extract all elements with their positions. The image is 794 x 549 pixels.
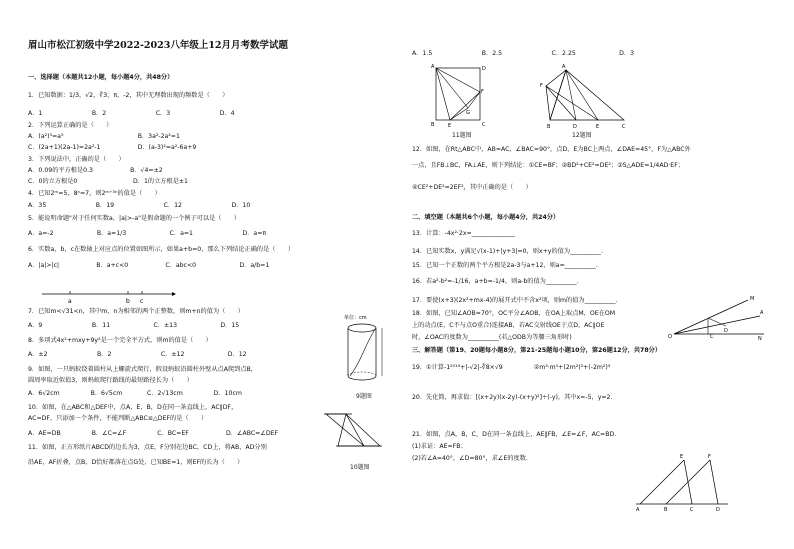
right-line-10: 18．如图，已知∠AOB=70°，OC平分∠AOB，在OA上取点M，OE在OM: [412, 310, 616, 317]
left-line-13: 6．实数a，b，c在数轴上对应点的位置如图所示，如果a+b=0，那么下列结论正确的是（ ）: [28, 246, 295, 253]
left-line-10: A．35 B．19 C．12 D．10: [28, 202, 251, 209]
right-line-9: 17．要使(x+3)(2x²+mx-4)的展开式中不含x²项，则m的值为__________.: [412, 297, 618, 304]
svg-text:C: C: [482, 122, 486, 128]
svg-text:D: D: [724, 328, 728, 334]
left-line-8: C．0的立方根是0 D．1的立方根是±1: [28, 178, 188, 185]
left-line-20: 圆周率取近似值3，则蚂蚁爬行路线的最短路径长为（ ）: [28, 377, 193, 384]
svg-text:E: E: [448, 123, 452, 129]
right-line-6: 14．已知实数x，y满足√(x-1)+|y+3|=0，则x+y的值为__________.: [412, 248, 603, 255]
right-line-11: 上的动点(E，C不与点O重合)连接AB，若AC交射线OE于点D，AC∥OE: [412, 322, 605, 329]
right-line-8: 16．若a²-b²=-1/16，a+b=-1/4，则a-b的值为__________.: [412, 278, 579, 285]
right-line-4: 二、填空题（本题共6个小题，每小题4分，共24分）: [412, 214, 560, 221]
triangles-figure: [318, 402, 388, 462]
svg-text:A: A: [562, 64, 566, 70]
right-line-7: 15．已知一个正数的两个平方根是2a-3与a+12，则a=__________.: [412, 262, 598, 269]
svg-text:G: G: [466, 110, 470, 116]
left-line-18: A．±2 B．2 C．±12 D．12: [28, 351, 247, 358]
left-line-21: A．6√2cm B．6√5cm C．2√13cm D．10cm: [28, 390, 242, 397]
svg-text:M: M: [750, 296, 755, 302]
numline-label-a: a: [68, 298, 72, 305]
svg-text:B: B: [664, 507, 668, 512]
svg-text:F: F: [540, 83, 543, 89]
right-line-0: A．1.5 B．2.5 C．2.25 D．3: [412, 50, 635, 57]
left-line-11: 5．能说明命题"对于任何实数a，|a|>-a"是假命题的一个例子可以是（ ）: [28, 215, 241, 222]
left-line-26: 沿AE，AF折叠，点B，D恰好都落在点G处，已知BE=1，则EF的长为（ ）: [28, 459, 244, 466]
svg-text:B: B: [431, 122, 435, 128]
right-line-2: 一点，且FB⊥BC，FA⊥AE，则下列结论：①CE=BF；②BD²+CE²=DE²；③S△ADE=1/4AD·EF；: [412, 162, 684, 169]
left-line-12: A．a=-2 B．a=1/3 C．a=1 D．a=π: [28, 230, 267, 237]
svg-text:C: C: [690, 507, 694, 512]
cylinder-figure: [338, 312, 388, 392]
right-line-13: 三、解答题（第19、20题每小题8分，第21-25题每小题10分，第26题12分，共78分）: [412, 347, 662, 354]
left-line-16: A．9 B．11 C．±13 D．15: [28, 322, 240, 329]
fig11-caption: 11题图: [452, 132, 472, 139]
right-line-18: (2)若∠A=40°，∠D=80°，求∠E的度数.: [412, 455, 528, 462]
left-line-22: 10．如图，在△ABC和△DEF中，点A，E，B，D在同一条直线上，AC∥DF，: [28, 404, 238, 411]
left-line-4: A．(a²)³=a⁵ B．3a²-2a²=1: [28, 133, 180, 140]
svg-text:F: F: [708, 454, 711, 460]
left-line-14: A．|a|>|c| B．a+c<0 C．abc<0 D．a/b=1: [28, 262, 270, 269]
svg-text:O: O: [668, 334, 672, 340]
right-line-16: 21．如图，点A，B，C，D在同一条直线上，AE∥FB，∠E=∠F，AC=BD.: [412, 431, 617, 438]
svg-text:D: D: [716, 507, 720, 512]
left-line-23: AC=DF，只添加一个条件，不能判断△ABC≌△DEF的是（ ）: [28, 415, 208, 422]
numline-label-c: c: [140, 298, 144, 305]
svg-text:E: E: [596, 124, 600, 130]
left-line-2: A．1 B．2 C．3 D．4: [28, 110, 235, 117]
fig9-caption: 9题图: [356, 393, 372, 400]
svg-text:D: D: [482, 66, 486, 72]
left-line-7: A．0.09的平方根是0.3 B．√4=±2: [28, 167, 163, 174]
left-line-3: 2．下列运算正确的是（ ）: [28, 122, 113, 129]
fig10-caption: 10题图: [350, 464, 370, 471]
svg-text:C: C: [710, 334, 714, 340]
left-line-9: 4．已知2ᵐ=5，8ⁿ=7，则2ᵐ⁺³ⁿ的值是（ ）: [28, 190, 161, 197]
right-line-3: ④CE²+DE²=2EF²，其中正确的是（ ）: [412, 184, 532, 191]
parallel-lines-figure: [632, 452, 732, 512]
left-line-0: 一、选择题（本题共12小题，每小题4分，共48分）: [28, 74, 174, 81]
svg-text:C: C: [622, 124, 626, 130]
right-line-15: 20．先化简，再求值：[(x+2y)(x-2y)-(x+y)²]÷(-y)，其中x=-5，y=2.: [412, 394, 613, 401]
svg-text:F: F: [481, 89, 484, 95]
numline-label-b: b: [126, 298, 130, 305]
fig12-caption: 12题图: [572, 132, 592, 139]
square-fold-figure: [428, 62, 490, 132]
svg-text:A: A: [636, 507, 640, 512]
right-line-12: 时，∠OAC的度数为__________(若△ODB为等腰三角形时): [412, 334, 572, 341]
left-line-6: 3．下列说法中，正确的是（ ）: [28, 156, 125, 163]
svg-text:D: D: [573, 124, 577, 130]
svg-text:A: A: [431, 64, 435, 70]
fig9-unit: 单位：cm: [344, 315, 367, 321]
left-line-17: 8．多项式4x²+mxy+9y²是一个完全平方式，则m的值是（ ）: [28, 337, 212, 344]
right-line-17: (1)求证：AE=FB；: [412, 443, 467, 450]
left-line-24: A．AE=DB B．∠C=∠F C．BC=EF D．∠ABC=∠DEF: [28, 430, 279, 437]
left-line-5: C．(2a+1)(2a-1)=2a²-1 D．(a-3)²=a²-6a+9: [28, 144, 197, 151]
left-line-25: 11．如图，正方形纸片ABCD的边长为3，点E，F分别在边BC，CD上，将AB，AD分别: [28, 444, 267, 451]
svg-text:A: A: [760, 310, 764, 316]
left-line-15: 7．已知m<√31<n，其中m，n为相邻的两个正整数，则m+n的值为（ ）: [28, 308, 244, 315]
svg-text:E: E: [680, 454, 684, 460]
right-line-5: 13．计算：-4x²·2x=______________: [412, 230, 515, 237]
right-line-14: 19．①计算-1²⁰¹⁹+|-√2|-∛8×√9 ②m³·m⁵+(2m²)³+(-2m²)³: [412, 364, 611, 371]
page-title: 眉山市松江初级中学2022-2023八年级上12月月考数学试题: [28, 40, 289, 51]
number-line-figure: [40, 286, 180, 306]
svg-text:N: N: [758, 336, 762, 340]
svg-text:B: B: [547, 124, 551, 130]
right-triangle-figure: [540, 62, 630, 132]
left-line-1: 1．已知数据：1/3，√2，∛3，π，-2，其中无理数出现的频数是（ ）: [28, 92, 229, 99]
left-line-19: 9．如图，一只蚂蚁绕着圆柱从上螺旋式爬行，假设蚂蚁沿圆柱外壁从点A爬到点B,: [28, 366, 253, 373]
right-line-1: 12．如图，在Rt△ABC中，AB=AC，∠BAC=90°，点D，E为BC上两点，∠DAE=45°，F为△ABC外: [412, 146, 691, 153]
angle-figure: [668, 292, 768, 340]
